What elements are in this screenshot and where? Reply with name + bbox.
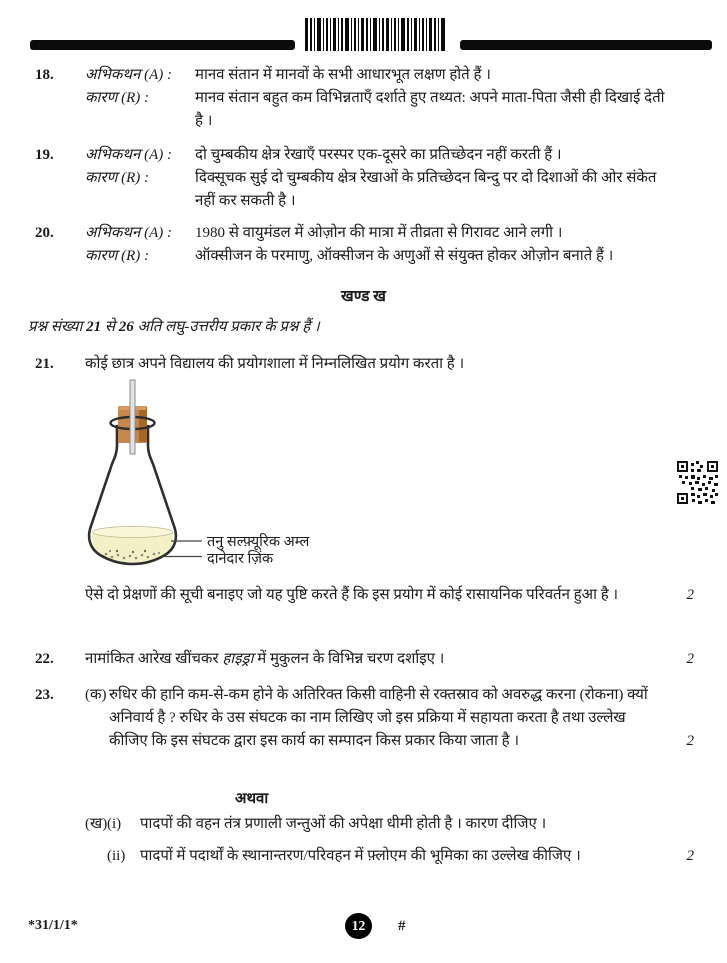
- instruction-prefix: प्रश्न संख्या: [28, 319, 87, 335]
- reason-label: कारण (R) :: [85, 170, 150, 186]
- part-a-label: (क): [85, 687, 107, 703]
- text-post: में मुकुलन के विभिन्न चरण दर्शाइए ।: [253, 651, 445, 667]
- diagram-label-zinc: दानेदार ज़िंक: [207, 551, 274, 567]
- range-end: 26: [118, 319, 134, 335]
- assertion-text: दो चुम्बकीय क्षेत्र रेखाएँ परस्पर एक-दूसरे का प्रतिच्छेदन नहीं करती हैं ।: [195, 147, 562, 163]
- question-18: [0, 64, 727, 133]
- question-number: 19.: [35, 147, 54, 163]
- question-number: 22.: [35, 651, 54, 667]
- reason-label: कारण (R) :: [85, 248, 150, 264]
- section-instruction: [28, 316, 320, 336]
- marks-q21: 2: [686, 587, 694, 603]
- marks-q23a: 2: [686, 733, 694, 749]
- reason-label: कारण (R) :: [85, 90, 150, 106]
- paper-code: *31/1/1*: [28, 918, 78, 933]
- part-b-label: (ख): [85, 816, 108, 832]
- qr-code-icon: [677, 461, 718, 505]
- marks-q22: 2: [686, 651, 694, 667]
- assertion-text: मानव संतान में मानवों के सभी आधारभूत लक्षण होते हैं ।: [195, 67, 491, 83]
- instruction-mid: से: [101, 319, 119, 335]
- question-text: कोई छात्र अपने विद्यालय की प्रयोगशाला में निम्नलिखित प्रयोग करता है ।: [85, 356, 465, 372]
- marks-q23b: 2: [686, 848, 694, 864]
- flask-experiment-diagram: [60, 378, 340, 575]
- question-text: ऐसे दो प्रेक्षणों की सूची बनाइए जो यह पुष्टि करते हैं कि इस प्रयोग में कोई रासायनिक परिवर्तन हुआ है ।: [85, 587, 619, 603]
- reason-text: मानव संतान बहुत कम विभिन्नताएँ दर्शाते हुए तथ्यत: अपने माता-पिता जैसी ही दिखाई देती है ।: [195, 90, 665, 129]
- text-italic-hydra: हाइड्रा: [222, 651, 254, 667]
- question-21-intro: [0, 353, 727, 376]
- text-pre: नामांकित आरेख खींचकर: [85, 651, 223, 667]
- question-number: 20.: [35, 225, 54, 241]
- question-23-part-a: [0, 684, 727, 753]
- liquid-surface: [93, 527, 173, 538]
- assertion-label: अभिकथन (A) :: [85, 225, 172, 241]
- section-title: खण्ड ख: [341, 288, 386, 305]
- page-number-badge: 12: [345, 913, 372, 939]
- part-b-i-label: (i): [107, 816, 122, 832]
- range-start: 21: [86, 319, 102, 335]
- question-number: 21.: [35, 356, 54, 372]
- part-b-ii-label: (ii): [107, 848, 126, 864]
- barcode-icon: [305, 18, 445, 51]
- assertion-label: अभिकथन (A) :: [85, 147, 172, 163]
- part-b-i-text: पादपों की वहन तंत्र प्रणाली जन्तुओं की अपेक्षा धीमी होती है । कारण दीजिए ।: [140, 816, 547, 832]
- question-21-body: [0, 584, 727, 607]
- question-22: [0, 648, 727, 671]
- question-23-part-b: [0, 813, 727, 868]
- question-19: [0, 144, 727, 213]
- question-text: [85, 648, 652, 671]
- assertion-label: अभिकथन (A) :: [85, 67, 172, 83]
- footer-hash: #: [398, 918, 406, 934]
- instruction-suffix: अति लघु-उत्तरीय प्रकार के प्रश्न हैं ।: [133, 319, 320, 335]
- header-right-rule: [460, 40, 712, 50]
- diagram-label-acid: तनु सल्फ़्यूरिक अम्ल: [207, 534, 310, 550]
- question-number: 23.: [35, 687, 54, 703]
- glass-tube: [130, 380, 135, 454]
- part-b-ii-text: पादपों में पदार्थों के स्थानान्तरण/परिवहन में फ़्लोएम की भूमिका का उल्लेख कीजिए ।: [140, 848, 581, 864]
- part-a-text: रुधिर की हानि कम-से-कम होने के अतिरिक्त किसी वाहिनी से रक्तस्राव को अवरुद्ध करना (रोकना) क्यों अनिवार्य है ? रुधिर के उस संघटक का नाम लिखिए जो इस प्रक्रिया में सहायता करता है तथा उल्लेख कीजिए कि इस संघटक द्वारा इस कार्य का सम्पादन किस प्रकार किया जाता है ।: [109, 687, 648, 749]
- header-left-rule: [30, 40, 295, 50]
- reason-text: ऑक्सीजन के परमाणु, ऑक्सीजन के अणुओं से संयुक्त होकर ओज़ोन बनाते हैं ।: [195, 248, 614, 264]
- question-20: [0, 222, 727, 268]
- reason-text: दिक्सूचक सुई दो चुम्बकीय क्षेत्र रेखाओं के प्रतिच्छेदन बिन्दु पर दो दिशाओं की ओर संकेत नहीं कर सकती है ।: [195, 170, 657, 209]
- assertion-text: 1980 से वायुमंडल में ओज़ोन की मात्रा में तीव्रता से गिरावट आने लगी ।: [195, 225, 563, 241]
- question-number: 18.: [35, 67, 54, 83]
- or-label: अथवा: [235, 791, 269, 807]
